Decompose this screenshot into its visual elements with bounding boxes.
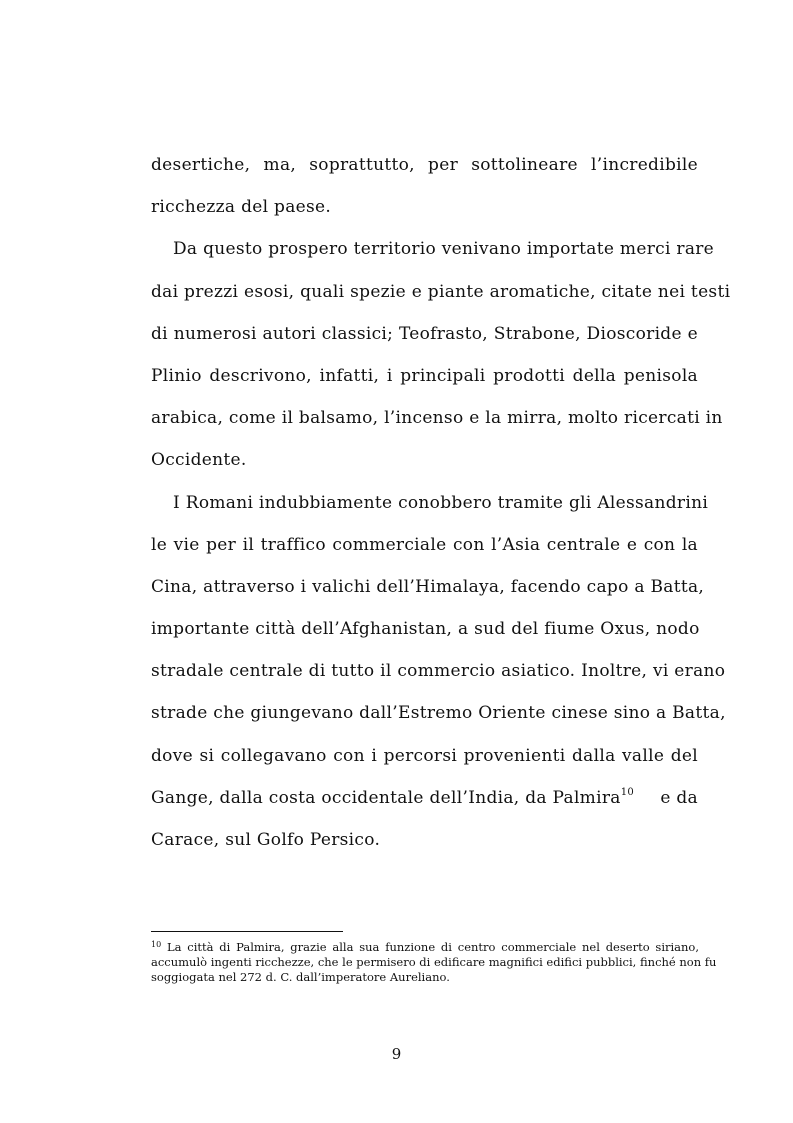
text-line: arabica, come il balsamo, l’incenso e la mirra, molto ricercati in <box>151 408 723 429</box>
text-line: di numerosi autori classici; Teofrasto, Strabone, Dioscoride e <box>151 323 698 344</box>
text-segment-main: Gange, dalla costa occidentale dell’India, da Palmira <box>151 787 621 808</box>
footnote <box>151 940 717 986</box>
text-line: Occidente. <box>151 450 247 471</box>
text-segment <box>151 777 634 819</box>
text-line: Carace, sul Golfo Persico. <box>151 830 381 850</box>
text-line: ricchezza del paese. <box>151 197 332 218</box>
text-line: le vie per il traffico commerciale con l’Asia centrale e con la <box>151 534 698 555</box>
main-text <box>151 144 731 861</box>
footnote-line: accumulò ingenti ricchezze, che le permisero di edificare magnifici edifici pubblici, finché non fu <box>151 955 717 970</box>
text-line-with-footnote <box>151 777 698 819</box>
text-line: dai prezzi esosi, quali spezie e piante aromatiche, citate nei testi <box>151 281 731 302</box>
footnote-reference[interactable]: 10 <box>620 786 635 798</box>
text-line: desertiche, ma, soprattutto, per sottolineare l’incredibile <box>151 155 698 175</box>
text-line: stradale centrale di tutto il commercio asiatico. Inoltre, vi erano <box>151 661 726 682</box>
text-line: dove si collegavano con i percorsi provenienti dalla valle del <box>151 745 698 766</box>
text-line: strade che giungevano dall’Estremo Oriente cinese sino a Batta, <box>151 703 726 724</box>
text-line: importante città dell’Afghanistan, a sud del fiume Oxus, nodo <box>151 619 700 640</box>
text-line: Plinio descrivono, infatti, i principali prodotti della penisola <box>151 365 698 386</box>
footnote-line-text: La città di Palmira, grazie alla sua funzione di centro commerciale nel deserto siriano, <box>167 940 700 954</box>
footnote-separator <box>151 931 343 932</box>
footnote-line <box>151 940 699 955</box>
text-segment: e da <box>660 787 698 808</box>
footnote-number: 10 <box>151 940 162 949</box>
paragraph-first-line: Da questo prospero territorio venivano importate merci rare <box>173 239 715 260</box>
text-line: Cina, attraverso i valichi dell’Himalaya, facendo capo a Batta, <box>151 576 705 597</box>
page-number: 9 <box>391 1045 402 1063</box>
paragraph-first-line: I Romani indubbiamente conobbero tramite gli Alessandrini <box>173 492 709 513</box>
footnote-line: soggiogata nel 272 d. C. dall’imperatore Aureliano. <box>151 970 450 985</box>
